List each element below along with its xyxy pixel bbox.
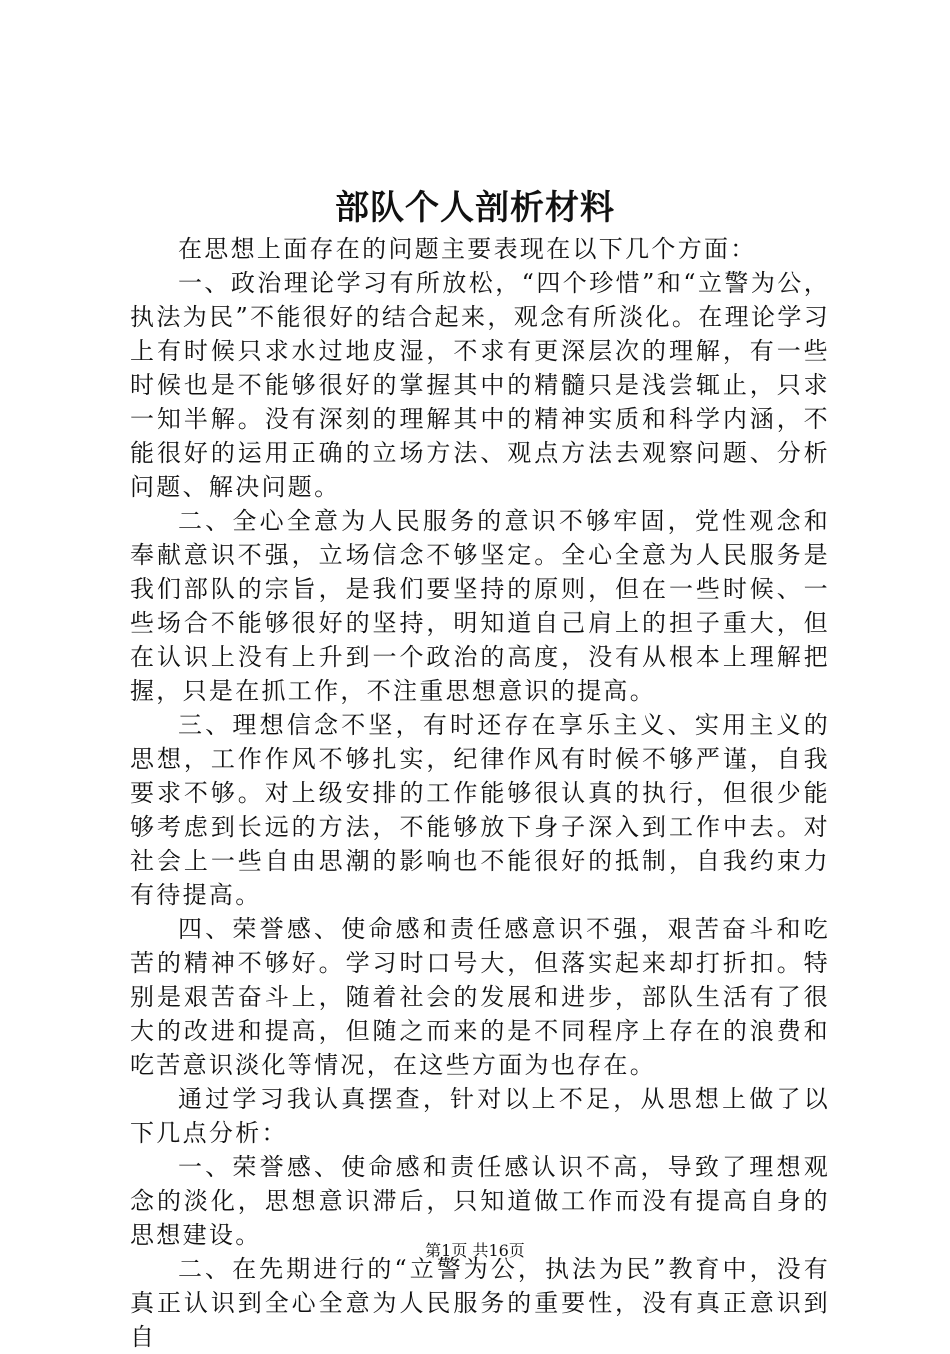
document-title: 部队个人剖析材料 [335, 188, 615, 228]
paragraph-issue-2: 二、全心全意为人民服务的意识不够牢固，党性观念和奉献意识不强，立场信念不够坚定。全心全意为人民服务是我们部队的宗旨，是我们要坚持的原则，但在一些时候、一些场合不能够很好的坚持，明知道自己肩上的担子重大，但在认识上没有上升到一个政治的高度，没有从根本上理解把握，只是在抓工作，不注重思想意识的提高。 [130, 507, 830, 705]
paragraph-analysis-1: 一、荣誉感、使命感和责任感认识不高，导致了理想观念的淡化，思想意识滞后，只知道做工作而没有提高自身的思想建设。 [130, 1153, 830, 1249]
paragraph-intro: 在思想上面存在的问题主要表现在以下几个方面： [178, 235, 757, 263]
paragraph-issue-1: 一、政治理论学习有所放松，“四个珍惜”和“立警为公，执法为民”不能很好的结合起来，观念有所淡化。在理论学习上有时候只求水过地皮湿，不求有更深层次的理解，有一些时候也是不能够很好的掌握其中的精髓只是浅尝辄止，只求一知半解。没有深刻的理解其中的精神实质和科学内涵，不能很好的运用正确的立场方法、观点方法去观察问题、分析问题、解决问题。 [130, 269, 830, 501]
document-body [130, 232, 830, 1354]
paragraph-issue-3: 三、理想信念不坚，有时还存在享乐主义、实用主义的思想，工作作风不够扎实，纪律作风有时候不够严谨，自我要求不够。对上级安排的工作能够很认真的执行，但很少能够考虑到长远的方法，不能够放下身子深入到工作中去。对社会上一些自由思潮的影响也不能很好的抵制，自我约束力有待提高。 [130, 711, 830, 909]
page-number-footer: 第1页 共16页 [425, 1241, 525, 1260]
paragraph-analysis-2: 二、在先期进行的“立警为公，执法为民”教育中，没有真正认识到全心全意为人民服务的重要性，没有真正意识到自 [130, 1255, 830, 1351]
paragraph-analysis-intro: 通过学习我认真摆查，针对以上不足，从思想上做了以下几点分析： [130, 1085, 830, 1147]
paragraph-issue-4: 四、荣誉感、使命感和责任感意识不强，艰苦奋斗和吃苦的精神不够好。学习时口号大，但落实起来却打折扣。特别是艰苦奋斗上，随着社会的发展和进步，部队生活有了很大的改进和提高，但随之而来的是不同程序上存在的浪费和吃苦意识淡化等情况，在这些方面为也存在。 [130, 915, 830, 1079]
